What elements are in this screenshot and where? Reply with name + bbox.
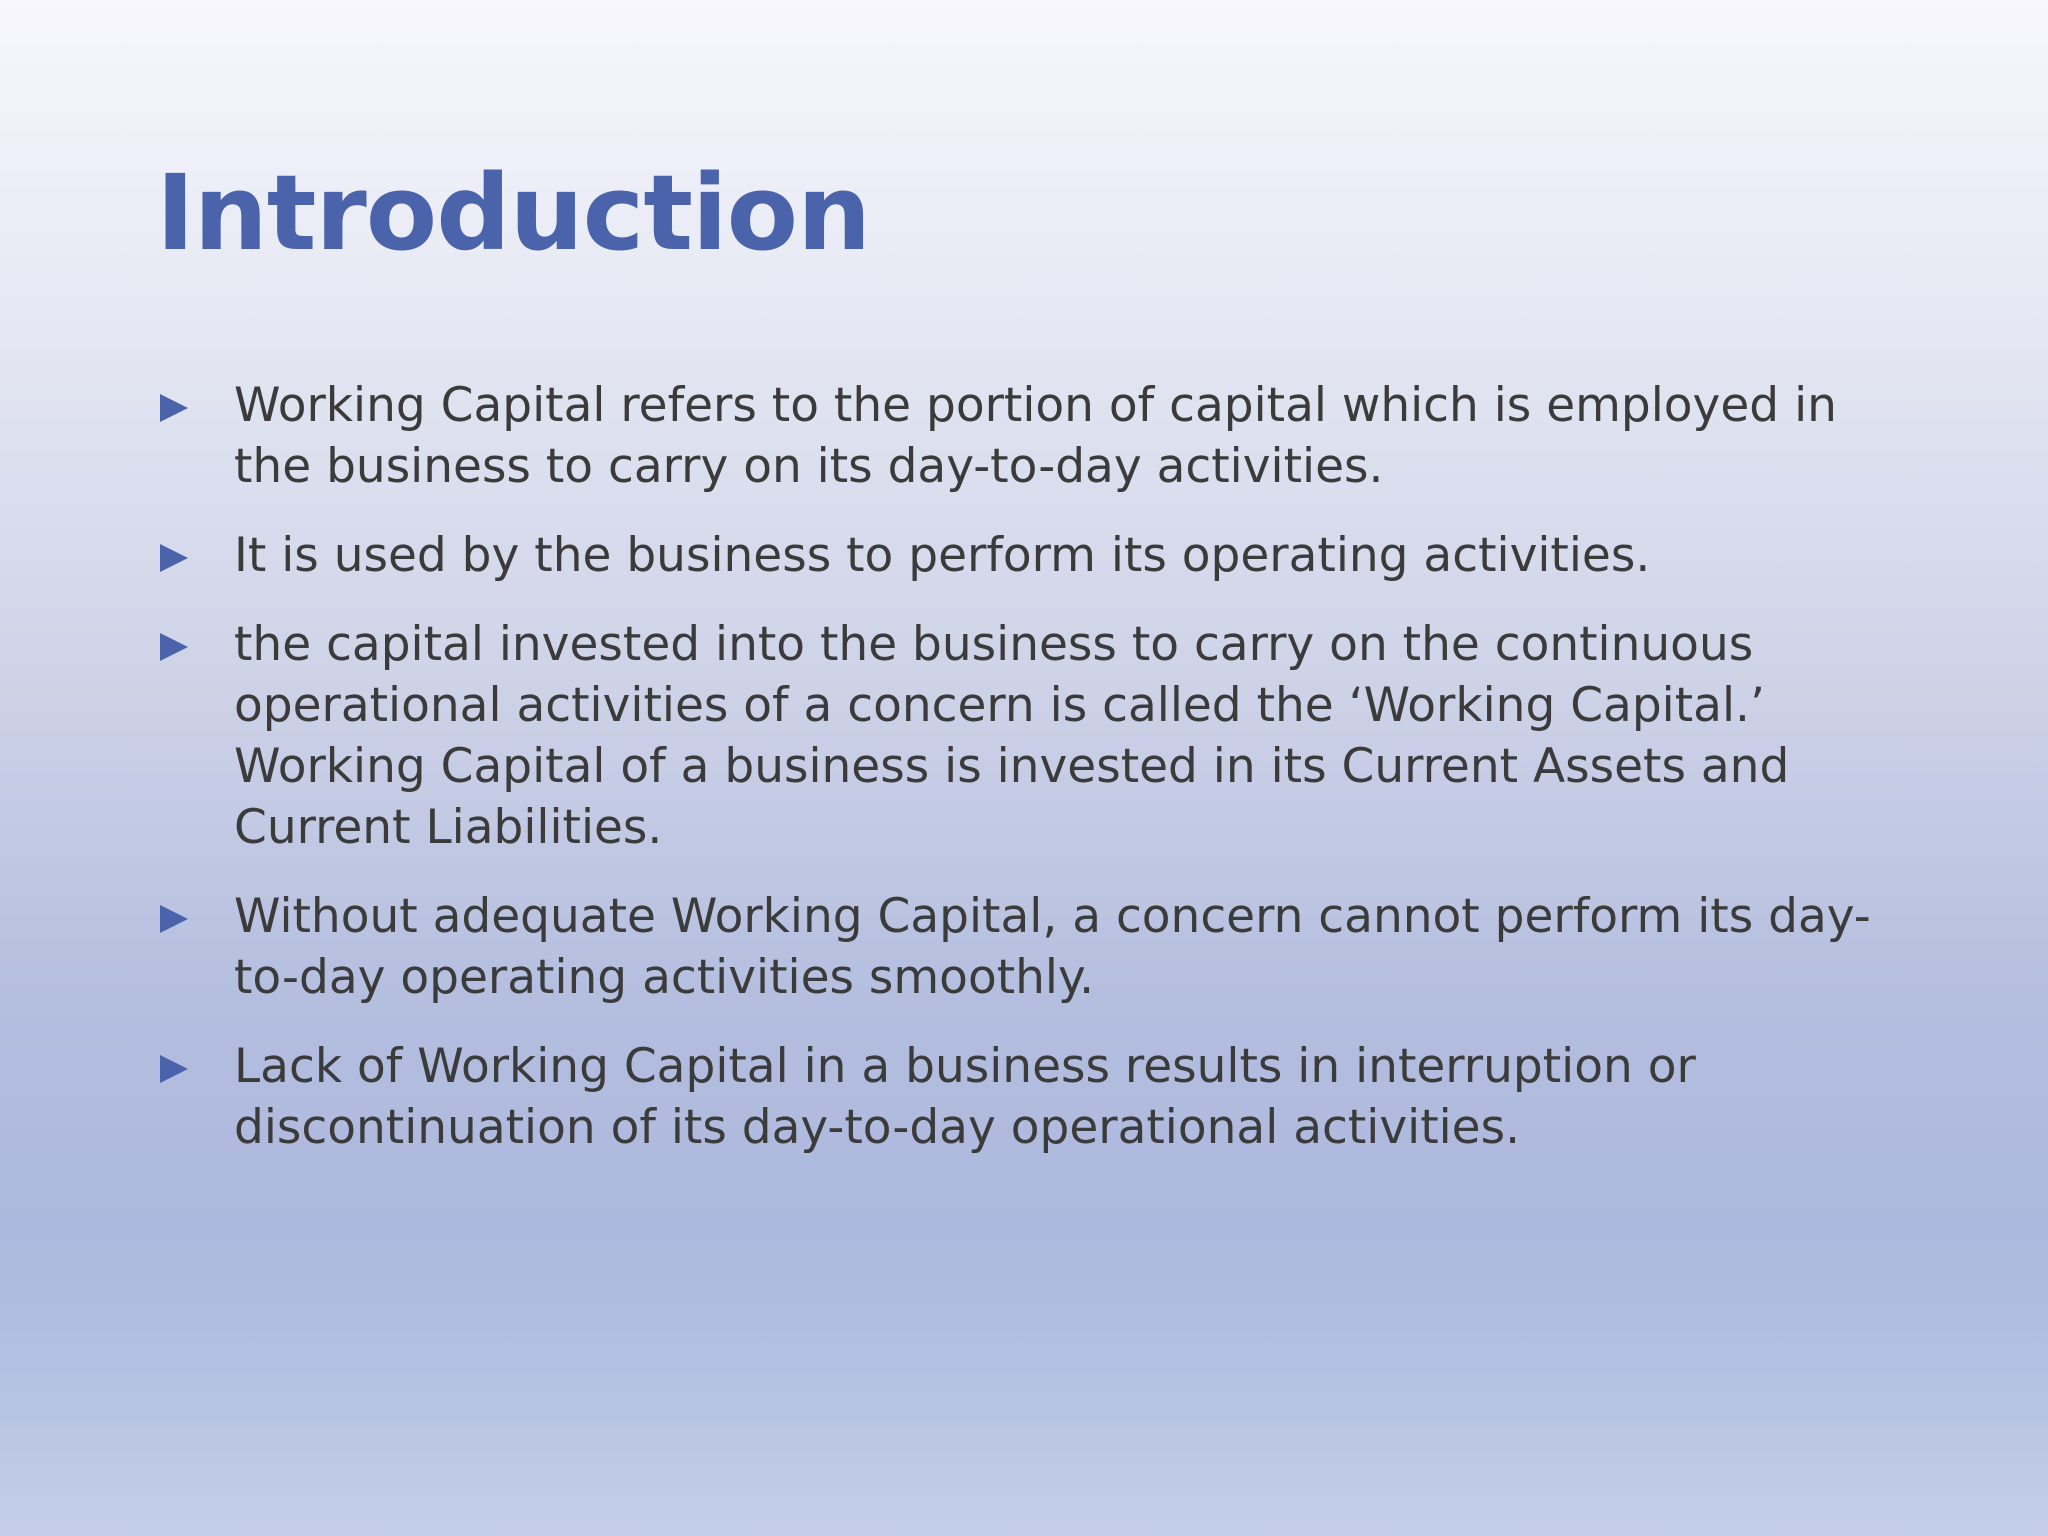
bullet-item	[156, 614, 1876, 858]
slide-title: Introduction	[156, 152, 871, 274]
triangle-right-icon	[160, 633, 188, 661]
triangle-right-icon	[160, 544, 188, 572]
triangle-right-icon	[160, 905, 188, 933]
bullet-list	[156, 375, 1876, 1186]
bullet-item	[156, 886, 1876, 1008]
bullet-item	[156, 375, 1876, 497]
bullet-text: the capital invested into the business to carry on the continuous operational activities of a concern is called the ‘Working Capital.’ Working Capital of a business is invested in its Current Assets and Current Liabilities.	[234, 617, 1790, 855]
bullet-item	[156, 1036, 1876, 1158]
bullet-text: Lack of Working Capital in a business results in interruption or discontinuation of its day-to-day operational activities.	[234, 1039, 1696, 1155]
triangle-right-icon	[160, 394, 188, 422]
bullet-text: It is used by the business to perform its operating activities.	[234, 528, 1651, 583]
bullet-item	[156, 525, 1876, 586]
bullet-text: Working Capital refers to the portion of capital which is employed in the business to carry on its day-to-day activities.	[234, 378, 1837, 494]
bullet-text: Without adequate Working Capital, a concern cannot perform its day-to-day operating activities smoothly.	[234, 889, 1871, 1005]
triangle-right-icon	[160, 1055, 188, 1083]
